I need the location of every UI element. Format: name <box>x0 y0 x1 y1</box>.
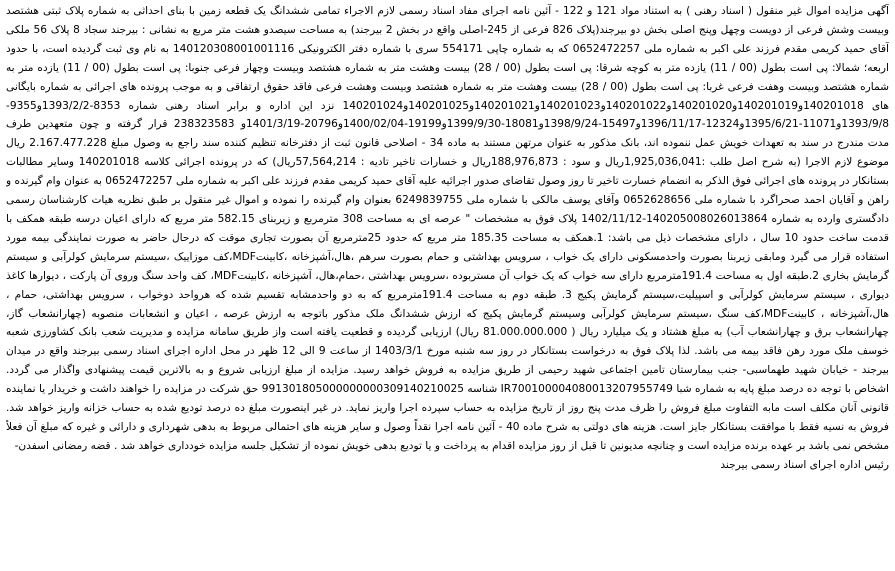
notice-body: آگهی مزایده اموال غیر منقول ( اسناد رهنی ) به استناد مواد 121 و 122 - آئین نامه اجرای مفاد اسناد رسمی لازم الاجراء تمامی ششدانگ یک قطعه زمین با بنای احداثی به شماره پلاک ثبتی هشتصد وبیست وشش فرعی از دویست وچهل وپنج اصلی بخش دو بیرجند(پلاک 826 فرعی از 245-اصلی واقع در بخش 2 بیرجند) به مساحت سیصدو هشت متر مربع به نشانی : بیرجند سجاد 8 پلاک 56 ملکی آقای حمید کریمی مقدم فرزند علی اکبر به شماره ملی 0652472257 که به شماره چاپی 554171 سری با شماره دفتر الکترونیکی 140120308001001116 به نام وی ثبت گردیده است، با حدود اربعه؛ شمالا: پی است بطول (00 / 11) یازده متر به کوچه شرقا: پی است بطول (00 / 28) بیست وهشت متر به شماره هشتصد وبیست وچهار فرعی جنوبا: پی است بطول (00 / 11) یازده متر به شماره هشتصد وبیست وهفت فرعی غربا: پی است بطول (00 / 28) بیست وهشت متر به شماره هشتصد وبیست وهشت فرعی فاقد حقوق ارتفاقی و به موجب پرونده های اجرائی به شماره بایگانی های 140201018و140201019و140201020و140201022و140201023و140201021و140201025و140201024 نزد این اداره و برابر اسناد رهنی شماره 8353-1393/2/2و9355-1393/9/8و11071-1395/6/21و12324-1396/11/17و15497-1398/9/24و18081-1399/9/30و19199-1400/02/04و20796-1401/3/19و 238323583 قرار گرفته و چون متعهدین طرف مدت مندرج در سند به تعهدات خویش عمل ننموده اند، بانک مذکور به عنوان مرتهن مستند به ماده 34 - اصلاحی قانون ثبت از دفترخانه تنظیم کننده سند راجع به وصول مبلغ 2.167.477.228 ریال موضوع لازم الاجرا (به شرح اصل طلب :1,925,036,041ریال و سود : 188,976,873ریال و خسارات تاخیر تادیه : 57,564,214ریال) که در پرونده اجرائی کلاسه 140201018 وسایر مطالبات بستانکار در پرونده های اجرائی فوق الذکر به انضمام خسارت تاخیر تا روز وصول تقاضای صدور اجرائیه علیه آقای حمید کریمی مقدم فرزند علی اکبر به شماره ملی 0652472257 به عنوان وام گیرنده و راهن و آقایان احمد صحراگرد با شماره ملی 0652628656 وآقای یوسف مالکی با شماره ملی 6249839755 بعنوان وام گیرنده را نموده و اموال غیر منقول بر طبق نظریه هیات کارشناسان رسمی دادگستری وارده به شماره 140205008026013864-1402/11/12 پلاک فوق به مشخصات " عرصه ای به مساحت 308 مترمربع و زیربنای 582.15 متر مربع که دارای اعیان درسه طبقه همکف با قدمت ساخت حدود 10 سال ، دارای مشخصات ذیل می باشد: 1.همکف به مساحت 185.35 متر مربع که حدود 25مترمربع آن بصورت تجاری موقت که درحال حاضر به صورت نمایندگی بیمه مورد استفاده قرار می گیرد ومابقی زیربنا بصورت واحدمسکونی دارای یک خواب ، سرویس بهداشتی و حمام بصورت سرهم ،هال،آشپزخانه ،کابینتMDF،کف موزاییک ،سیستم سرمایش کولرآبی و سیستم گرمایش بخاری 2.طبقه اول به مساحت 191.4مترمربع دارای سه خواب که یک خواب آن مستربوده ،سرویس بهداشتی ،حمام،هال، آشپزخانه ،کابینتMDF، کف واحد سنگ وروی آن پارکت ، دیوارها کاغذ دیواری ، سیستم سرمایش کولرآبی و اسپیلیت،سیستم گرمایش پکیج 3. طبقه دوم به مساحت 191.4مترمربع که به دو واحدمشابه تقسیم شده که هرواحد دوخواب ، سرویس بهداشتی، حمام ، هال،آشپزخانه ، کابینتMDF،کف سنگ ،سیستم سرمایش کولرآبی وسیستم گرمایش پکیج که ارزش ششدانگ ملک مذکور باتوجه به ارزش عرصه ، اعیان و انشعابات منصوبه (چهارانشعاب گاز، چهارانشعاب برق و چهارانشعاب آب) به مبلغ هشتاد و یک میلیارد ریال ( 81.000.000.000 ریال) ارزیابی گردیده و قطعیت یافته است واز طریق سامانه مزایده و مدیریت شعب بانک کشاورزی شعبه خوسف ملک مورد رهن فاقد بیمه می باشد. لذا پلاک فوق به درخواست بستانکار در روز سه شنبه مورخ 1403/3/1 از ساعت 9 الی 12 ظهر در محل اداره اجرای اسناد رسمی بیرجند واقع در میدان بیرجند - خیابان شهید طهماسبی- جنب بیمارستان تامین اجتماعی شهید رحیمی از طریق مزایده به فروش خواهد رسید. مزایده از مبلغ ارزیابی شروع و به بالاترین قیمت پیشنهادی واگذار می گردد. اشخاص با توجه ده درصد مبلغ پایه به شماره شبا IR700100004080013207955749 شناسه 991301805000000000309140210025 حق شرکت در مزایده را خواهند داشت و خریدار یا نماینده قانونی آنان مکلف است مابه التفاوت مبلغ فروش را ظرف مدت پنج روز از تاریخ مزایده به حساب سپرده اجرا واریز نماید. در غیر اینصورت مبلغ ده درصد تودیع شده به حساب خزانه واریز خواهد شد. فروش به نسیه فقط با موافقت بستانکار جایز است. هزینه های دولتی به شرح ماده 40 - آئین نامه اجرا نقداً وصول و سایر هزینه های احتمالی مربوط به بدهی شهرداری و دارائی و غیره که مبلغ آن فعلاً مشخص نمی باشد بر عهده برنده مزایده است و چنانچه مدیونین تا قبل از روز مزایده اقدام به پرداخت و یا تودیع بدهی خویش نموده از تشکیل جلسه مزایده خودداری خواهد شد . قضه رمضانی اسفدن- <box>6 5 889 452</box>
auction-notice <box>6 2 889 568</box>
signature-line: رئیس اداره اجرای اسناد رسمی بیرجند <box>720 458 889 471</box>
